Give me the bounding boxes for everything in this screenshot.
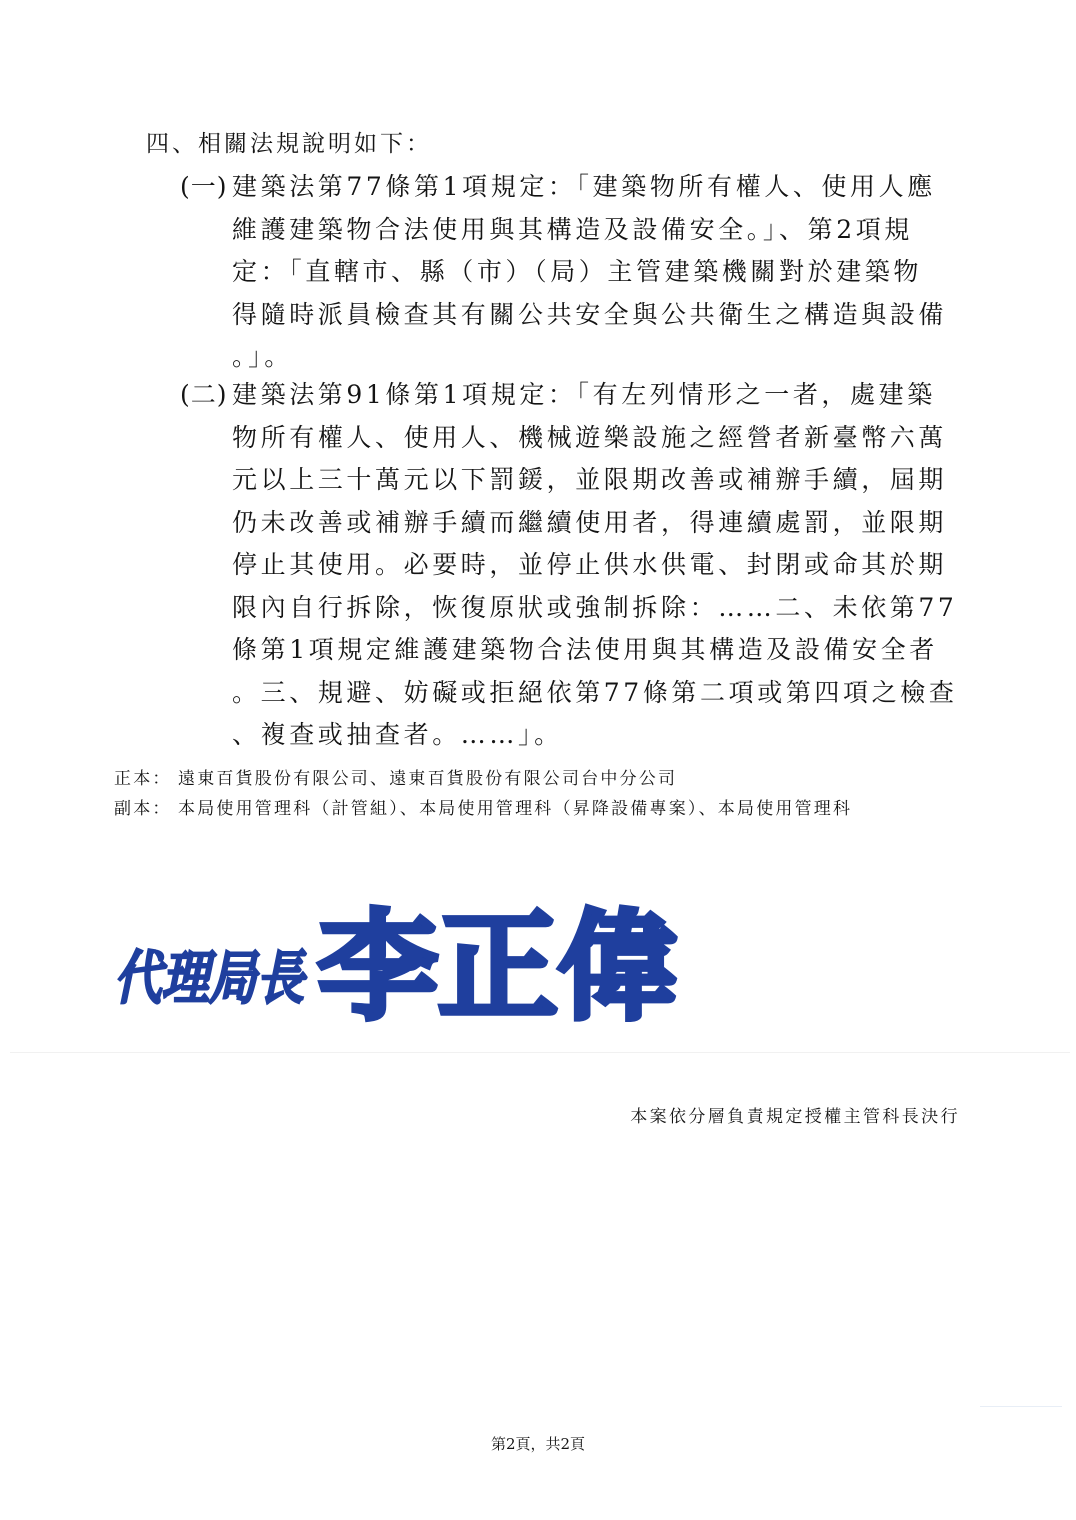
item-2-label: (二) [180,380,228,409]
scan-mark [980,1406,1062,1407]
copy-recipients-value: 本局使用管理科（計管組）、本局使用管理科（昇降設備專案）、本局使用管理科 [178,799,853,819]
item-2-paragraph [232,374,977,757]
item-2-line: 。三、規避、妨礙或拒絕依第77條第二項或第四項之檢查 [232,677,958,707]
item-2-line: 元以上三十萬元以下罰鍰，並限期改善或補辦手續，屆期 [232,465,948,494]
director-signature-stamp [108,880,708,1040]
item-2-line: 停止其使用。必要時，並停止供水供電、封閉或命其於期 [232,550,948,579]
item-1-label: (一) [180,172,228,201]
item-1-line: 建築法第77條第1項規定：「建築物所有權人、使用人應 [232,172,936,201]
item-2-line: 仍未改善或補辦手續而繼續使用者，得連續處罰，並限期 [232,507,948,537]
copy-recipients-label: 副本： [114,799,172,819]
item-2-line: 條第1項規定維護建築物合法使用與其構造及設備安全者 [232,635,938,664]
section-heading: 四、相關法規說明如下： [146,131,432,157]
original-recipients-label: 正本： [114,769,172,789]
scan-divider [10,1052,1070,1053]
page-number: 第2頁，共2頁 [490,1435,586,1453]
item-1-line: 維護建築物合法使用與其構造及設備安全。」、第2項規 [232,214,913,244]
original-recipients-value: 遠東百貨股份有限公司、遠東百貨股份有限公司台中分公司 [178,769,678,789]
item-1-line: 定：「直轄市、縣（市）（局）主管建築機關對於建築物 [232,257,923,286]
item-2-line: 限內自行拆除，恢復原狀或強制拆除：……二、未依第77 [232,592,958,622]
item-1-line: 得隨時派員檢查其有關公共安全與公共衛生之構造與設備 [232,299,948,329]
item-2-line: 、複查或抽查者。……」。 [232,720,563,749]
copy-recipients-row [114,794,974,824]
item-2-line: 建築法第91條第1項規定：「有左列情形之一者，處建築 [232,380,936,409]
delegation-note: 本案依分層負責規定授權主管科長決行 [630,1107,960,1127]
item-1-paragraph [232,166,977,379]
original-recipients-row [114,764,974,794]
signature-title-text: 代理局長 [114,944,308,1012]
recipients-block [114,764,974,824]
item-1-line: 。」。 [232,342,293,371]
item-2-line: 物所有權人、使用人、機械遊樂設施之經營者新臺幣六萬 [232,422,948,452]
signature-name-text: 李正偉 [318,897,678,1036]
